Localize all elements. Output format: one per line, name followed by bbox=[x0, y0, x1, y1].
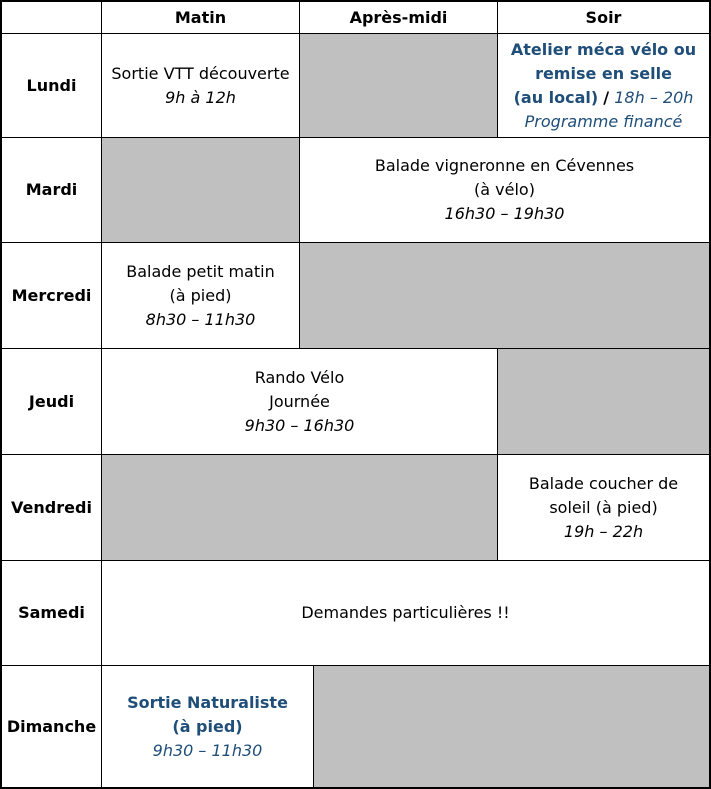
activity-time: 19h – 22h bbox=[563, 521, 644, 541]
activity-funding: Programme financé bbox=[524, 111, 683, 131]
vendredi-soir-activity bbox=[497, 454, 710, 561]
activity-title-line1: Balade vigneronne en Cévennes bbox=[374, 156, 635, 175]
activity-title-line2: (à vélo) bbox=[474, 180, 535, 199]
activity-location-time bbox=[514, 86, 694, 110]
activity-title-line2: Journée bbox=[269, 391, 330, 411]
lundi-matin-activity bbox=[101, 33, 300, 138]
activity-title-line2: (à pied) bbox=[169, 285, 232, 305]
activity-text: Demandes particulières !! bbox=[301, 603, 510, 622]
activity-title-line1: Balade petit matin bbox=[126, 261, 275, 281]
jeudi-soir-empty bbox=[497, 348, 710, 455]
separator: / bbox=[603, 87, 610, 107]
header-corner bbox=[1, 1, 102, 34]
day-dimanche: Dimanche bbox=[1, 665, 102, 788]
dimanche-rest-empty bbox=[313, 665, 710, 788]
activity-title-line1: Balade coucher de bbox=[528, 473, 679, 493]
activity-title-line1: Sortie Naturaliste bbox=[127, 692, 288, 712]
mardi-activity bbox=[299, 137, 710, 243]
mardi-matin-empty bbox=[101, 137, 300, 243]
mercredi-matin-activity bbox=[101, 242, 300, 349]
activity-time: 16h30 – 19h30 bbox=[444, 204, 565, 223]
dimanche-matin-activity bbox=[101, 665, 314, 788]
header-matin: Matin bbox=[101, 1, 300, 34]
activity-title-line2: (à pied) bbox=[172, 716, 243, 736]
day-jeudi: Jeudi bbox=[1, 348, 102, 455]
vendredi-day-empty bbox=[101, 454, 498, 561]
activity-time: 9h à 12h bbox=[165, 87, 236, 107]
activity-time: 18h – 20h bbox=[614, 87, 694, 107]
activity-title: Sortie VTT découverte bbox=[111, 63, 290, 83]
activity-title-line1: Rando Vélo bbox=[254, 367, 345, 387]
activity-time: 9h30 – 11h30 bbox=[152, 740, 263, 760]
day-vendredi: Vendredi bbox=[1, 454, 102, 561]
day-mercredi: Mercredi bbox=[1, 242, 102, 349]
day-lundi: Lundi bbox=[1, 33, 102, 138]
lundi-soir-activity bbox=[497, 33, 710, 138]
day-mardi: Mardi bbox=[1, 137, 102, 243]
mercredi-rest-empty bbox=[299, 242, 710, 349]
activity-title-line2: soleil (à pied) bbox=[549, 497, 658, 517]
activity-time: 9h30 – 16h30 bbox=[244, 415, 355, 435]
header-apres-midi: Après-midi bbox=[299, 1, 498, 34]
activity-location: (au local) bbox=[513, 87, 599, 107]
jeudi-activity bbox=[101, 348, 498, 455]
activity-title-line1: Atelier méca vélo ou bbox=[510, 39, 697, 59]
header-soir: Soir bbox=[497, 1, 710, 34]
samedi-activity bbox=[101, 560, 710, 666]
activity-title-line2: remise en selle bbox=[535, 63, 672, 83]
activity-time: 8h30 – 11h30 bbox=[145, 309, 256, 329]
lundi-apres-midi-empty bbox=[299, 33, 498, 138]
day-samedi: Samedi bbox=[1, 560, 102, 666]
